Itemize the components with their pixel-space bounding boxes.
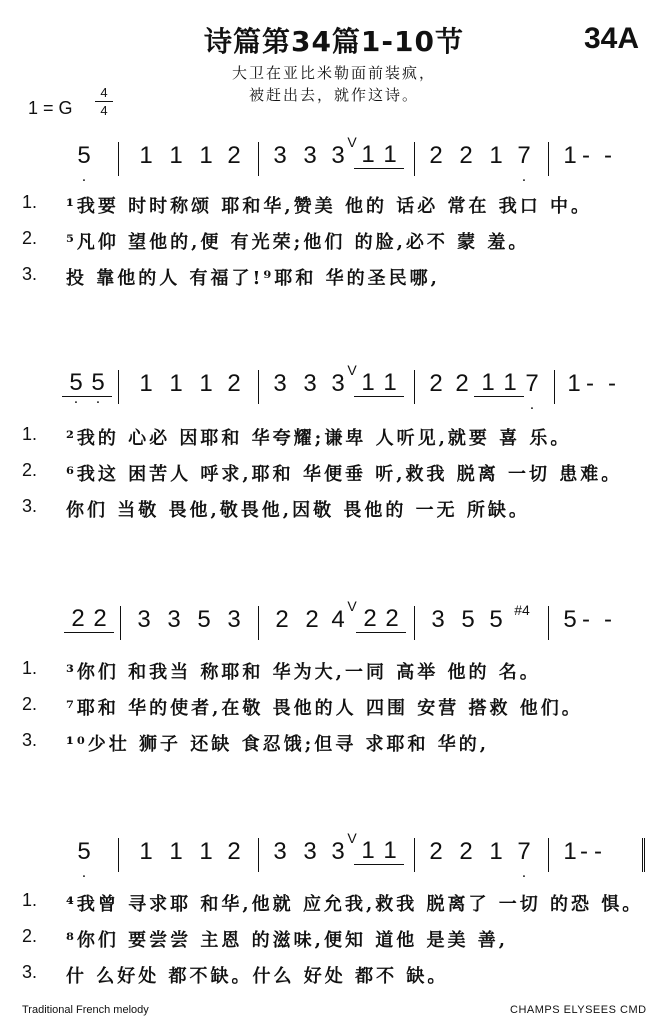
verse-line <box>22 192 662 222</box>
hold-dash: - <box>580 838 594 865</box>
hold-dash: - <box>582 606 596 633</box>
verse-number: 3. <box>22 730 38 750</box>
note: 1 <box>354 838 382 865</box>
verse-lyrics: ⁸你们 要尝尝 主恩 的滋味,便知 道他 是美 善, <box>66 930 509 951</box>
barline <box>548 606 549 640</box>
note: 5 <box>461 606 475 633</box>
verse-lyrics: ⁷耶和 华的使者,在敬 畏他的人 四围 安营 搭救 他们。 <box>66 698 583 719</box>
note: 1 <box>376 370 404 397</box>
note: 3 <box>303 142 317 169</box>
barline <box>548 838 549 872</box>
verse-number: 2. <box>22 926 38 946</box>
note: 1 <box>376 142 404 169</box>
note: 3 <box>303 838 317 865</box>
barline <box>548 142 549 176</box>
note: 3 <box>431 606 445 633</box>
note: 3 <box>137 606 151 633</box>
page-title: 诗篇第34篇1-10节 <box>203 25 465 58</box>
note: 3 <box>303 370 317 397</box>
time-signature <box>92 86 116 117</box>
verse-number: 1. <box>22 424 38 444</box>
note: 1 <box>354 370 382 397</box>
note: 5 . <box>62 370 90 397</box>
note: 2 <box>429 142 443 169</box>
hold-dash: - <box>586 370 600 397</box>
verse-number: 1. <box>22 192 38 212</box>
note: 2 <box>356 606 384 633</box>
barline <box>414 370 415 404</box>
verse-number: 3. <box>22 264 38 284</box>
melody-line-3 <box>70 598 668 644</box>
note: 1 <box>139 838 153 865</box>
note: 4 <box>331 606 345 633</box>
note: 1 <box>496 370 524 397</box>
verse-line <box>22 496 662 526</box>
final-barline <box>642 838 645 872</box>
melody-line-4 <box>70 830 668 876</box>
note: 3 <box>273 838 287 865</box>
verse-lyrics: ³你们 和我当 称耶和 华为大,一同 高举 他的 名。 <box>66 662 541 683</box>
barline <box>118 142 119 176</box>
hold-dash: - <box>604 606 618 633</box>
hymn-number: 34A <box>584 22 640 55</box>
barline <box>414 606 415 640</box>
note: 1 <box>139 370 153 397</box>
barline <box>258 606 259 640</box>
verse-lyrics: ¹⁰少壮 狮子 还缺 食忍饿;但寻 求耶和 华的, <box>66 734 490 755</box>
note: 1 <box>376 838 404 865</box>
note: 3 <box>227 606 241 633</box>
note: 1 <box>354 142 382 169</box>
note: 3 <box>331 142 345 169</box>
verse-lyrics: ²我的 心必 因耶和 华夸耀;谦卑 人听见,就要 喜 乐。 <box>66 428 572 449</box>
note: 2 <box>275 606 289 633</box>
key-signature: 1 = G <box>28 98 73 118</box>
time-bottom: 4 <box>100 103 108 118</box>
tune-credit: Traditional French melody <box>22 1004 149 1016</box>
barline <box>554 370 555 404</box>
time-divider <box>95 101 113 102</box>
verse-number: 2. <box>22 460 38 480</box>
note: 3 <box>273 142 287 169</box>
verse-line <box>22 926 662 956</box>
verse-number: 1. <box>22 658 38 678</box>
note: 5 <box>489 606 503 633</box>
subtitle-line-2: 被赶出去，就作这诗。 <box>248 86 419 104</box>
note: 2 <box>64 606 92 633</box>
barline <box>414 838 415 872</box>
verse-line <box>22 228 662 258</box>
verse-line <box>22 460 662 490</box>
verse-lyrics: 你们 当敬 畏他,敬畏他,因敬 畏他的 一无 所缺。 <box>66 500 530 521</box>
breath-mark: V <box>347 362 357 378</box>
verse-lyrics: ⁴我曾 寻求耶 和华,他就 应允我,救我 脱离了 一切 的恐 惧。 <box>66 894 644 915</box>
note: 2 <box>459 838 473 865</box>
melody-line-1 <box>70 134 668 180</box>
hold-dash: - <box>604 142 618 169</box>
note: 2 <box>227 838 241 865</box>
note: 1 <box>563 838 577 865</box>
note: 1 <box>563 142 577 169</box>
note: 3 <box>331 370 345 397</box>
verse-line <box>22 694 662 724</box>
breath-mark: V <box>347 830 357 846</box>
note: 1 <box>169 370 183 397</box>
note: 5 . <box>70 142 98 170</box>
barline <box>118 370 119 404</box>
subtitle-line-1: 大卫在亚比米勒面前装疯， <box>231 64 436 82</box>
note: 5 . <box>84 370 112 397</box>
breath-mark: V <box>347 598 357 614</box>
note: 2 <box>227 142 241 169</box>
note: 2 <box>227 370 241 397</box>
note: 3 <box>167 606 181 633</box>
note: 2 <box>459 142 473 169</box>
melody-line-2 <box>69 362 668 408</box>
note: 7 . <box>518 370 546 398</box>
note: 5 . <box>70 838 98 866</box>
note: 7 . <box>510 838 538 866</box>
breath-mark: V <box>347 134 357 150</box>
verse-number: 3. <box>22 962 38 982</box>
verse-line <box>22 962 662 992</box>
verse-lyrics: ¹我要 时时称颂 耶和华,赞美 他的 话必 常在 我口 中。 <box>66 196 593 217</box>
barline <box>414 142 415 176</box>
verse-number: 1. <box>22 890 38 910</box>
note: 2 <box>378 606 406 633</box>
verse-line <box>22 424 662 454</box>
note: 1 <box>169 838 183 865</box>
note: 5 <box>563 606 577 633</box>
note: 1 <box>474 370 502 397</box>
note: 3 <box>331 838 345 865</box>
hold-dash: - <box>608 370 622 397</box>
note: 2 <box>305 606 319 633</box>
hold-dash: - <box>594 838 608 865</box>
note: 2 <box>429 838 443 865</box>
tune-name: CHAMPS ELYSEES CMD <box>510 1004 647 1016</box>
verse-line <box>22 264 662 294</box>
barline <box>258 838 259 872</box>
verse-lyrics: 投 靠他的人 有福了!⁹耶和 华的圣民哪, <box>66 268 440 289</box>
note: 1 <box>139 142 153 169</box>
verse-number: 2. <box>22 694 38 714</box>
note: 3 <box>273 370 287 397</box>
sharp-note: #4 <box>514 602 530 618</box>
barline <box>258 142 259 176</box>
barline <box>118 838 119 872</box>
barline <box>258 370 259 404</box>
barline <box>120 606 121 640</box>
verse-lyrics: 什 么好处 都不缺。什么 好处 都不 缺。 <box>66 966 449 987</box>
verse-line <box>22 730 662 760</box>
note: 5 <box>197 606 211 633</box>
note: 2 <box>455 370 469 397</box>
note: 2 <box>429 370 443 397</box>
verse-lyrics: ⁶我这 困苦人 呼求,耶和 华便垂 听,救我 脱离 一切 患难。 <box>66 464 623 485</box>
hold-dash: - <box>582 142 596 169</box>
note: 1 <box>169 142 183 169</box>
note: 1 <box>567 370 581 397</box>
note: 1 <box>199 142 213 169</box>
verse-lyrics: ⁵凡仰 望他的,便 有光荣;他们 的脸,必不 蒙 羞。 <box>66 232 530 253</box>
verse-line <box>22 658 662 688</box>
time-top: 4 <box>100 85 108 100</box>
note: 7 . <box>510 142 538 170</box>
note: 2 <box>86 606 114 633</box>
note: 1 <box>489 142 503 169</box>
note: 1 <box>199 838 213 865</box>
verse-number: 2. <box>22 228 38 248</box>
note: 1 <box>199 370 213 397</box>
verse-number: 3. <box>22 496 38 516</box>
verse-line <box>22 890 662 920</box>
note: 1 <box>489 838 503 865</box>
